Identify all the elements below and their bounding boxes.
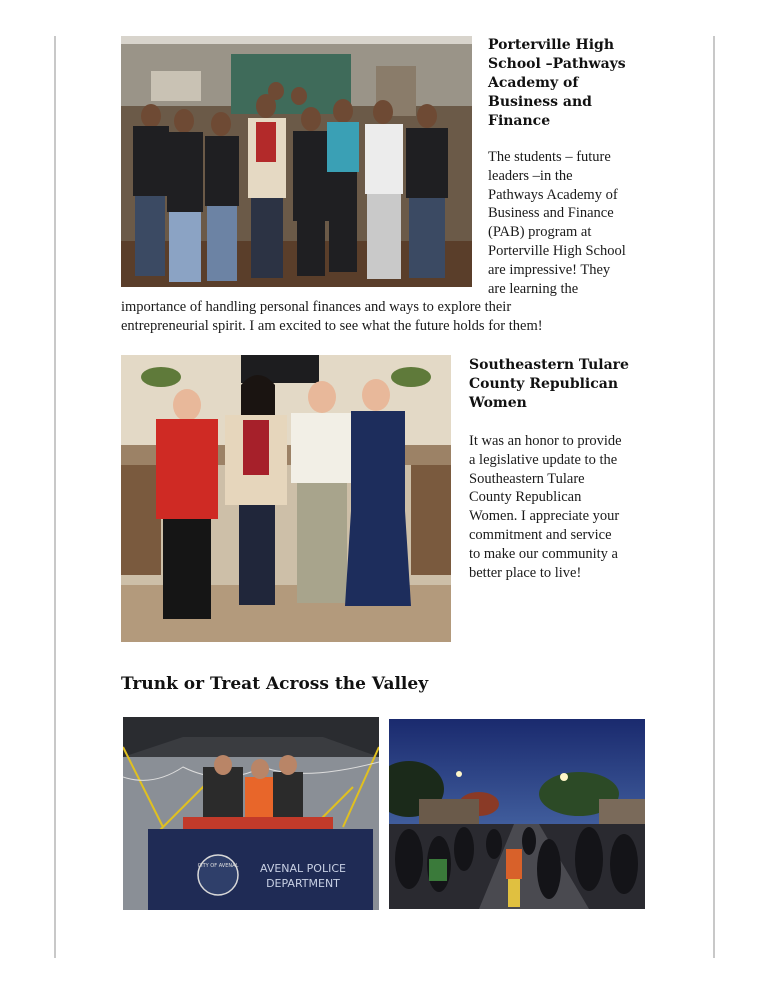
pathways-body-line: Business and Finance xyxy=(488,205,614,222)
pathways-body-narrow xyxy=(488,148,626,298)
pathways-heading-line: Finance xyxy=(488,113,551,129)
republican-women-body-line: Southeastern Tulare xyxy=(469,470,585,487)
republican-women-body-line: It was an honor to provide xyxy=(469,433,622,449)
republican-women-photo xyxy=(121,355,451,642)
pathways-body-line: importance of handling personal finances and ways to explore their xyxy=(121,299,512,315)
right-margin-rule xyxy=(713,36,715,958)
pathways-body-line: Pathways Academy of xyxy=(488,186,618,203)
republican-women-heading-line: Southeastern Tulare xyxy=(469,357,629,373)
republican-women-body-line: to make our community a xyxy=(469,545,618,562)
republican-women-body-line: commitment and service xyxy=(469,526,612,543)
pathways-heading-line: Porterville High xyxy=(488,37,614,53)
pathways-body-line: Porterville High School xyxy=(488,242,626,259)
avenal-banner-line-2: DEPARTMENT xyxy=(266,877,340,890)
republican-women-body xyxy=(469,432,622,582)
pathways-heading-line: Academy of xyxy=(488,75,579,91)
pathways-body-wide xyxy=(121,298,543,336)
pathways-body-line: entrepreneurial spirit. I am excited to see what the future holds for them! xyxy=(121,317,543,334)
republican-women-body-line: Women. I appreciate your xyxy=(469,508,620,525)
street-crowd-photo xyxy=(389,719,645,909)
students-group-photo xyxy=(121,36,472,287)
avenal-seal-text: CITY OF AVENAL xyxy=(197,863,239,869)
avenal-police-booth-photo xyxy=(123,717,379,910)
republican-women-body-line: a legislative update to the xyxy=(469,451,618,468)
republican-women-body-line: better place to live! xyxy=(469,564,582,581)
pathways-heading xyxy=(488,36,626,131)
left-margin-rule xyxy=(54,36,56,958)
avenal-banner-line-1: AVENAL POLICE xyxy=(260,862,346,875)
pathways-body-line: (PAB) program at xyxy=(488,224,592,241)
pathways-body-line: are impressive! They xyxy=(488,261,611,278)
trunk-or-treat-title: Trunk or Treat Across the Valley xyxy=(121,674,429,694)
pathways-heading-line: Business and xyxy=(488,94,592,110)
republican-women-heading-line: County Republican xyxy=(469,376,619,392)
pathways-body-line: are learning the xyxy=(488,280,579,297)
republican-women-body-line: County Republican xyxy=(469,489,582,506)
republican-women-heading-line: Women xyxy=(469,395,527,411)
pathways-body-line: leaders –in the xyxy=(488,167,573,184)
pathways-body-line: The students – future xyxy=(488,149,611,165)
pathways-heading-line: School –Pathways xyxy=(488,56,626,72)
republican-women-heading xyxy=(469,356,629,413)
